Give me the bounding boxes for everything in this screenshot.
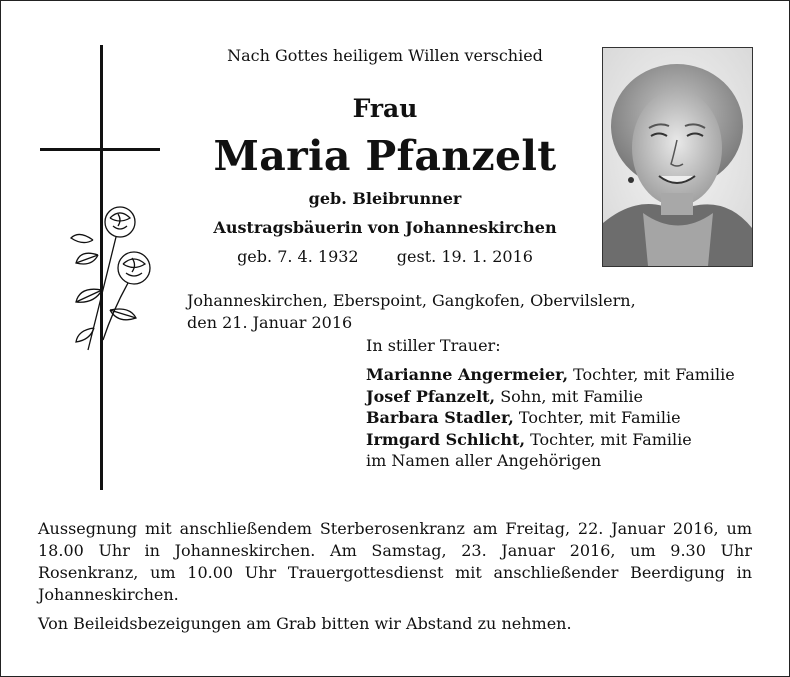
deceased-name: Maria Pfanzelt [213,132,557,180]
roses-icon [58,200,158,360]
mourner-item [366,407,735,429]
mourner-relation: Tochter, mit Familie [568,365,735,384]
mourner-name: Barbara Stadler, [366,408,514,427]
mourner-name: Marianne Angermeier, [366,365,569,384]
birth-date: geb. 7. 4. 1932 [237,247,359,266]
places-and-date [187,290,636,334]
salutation: Frau [352,94,418,123]
mourner-name: Irmgard Schlicht, [366,429,526,449]
all-relatives: im Namen aller Angehörigen [366,451,602,470]
funeral-info: Aussegnung mit anschließendem Sterberosenkranz am Freitag, 22. Januar 2016, um 18.00 Uhr in Johanneskirchen. Am Samstag, 23. Januar 2016, um 9.30 Uhr Rosenkranz, um 10.00 Uhr Trauergottesdienst mit anschließender Beerdigung in Johanneskirchen. [38,519,752,604]
notice-date: den 21. Januar 2016 [187,313,353,332]
mourner-relation: Tochter, mit Familie [525,429,692,449]
life-dates [190,247,580,266]
mourner-item [366,386,735,408]
closing-note: Von Beileidsbezeigungen am Grab bitten wir Abstand zu nehmen. [38,614,572,633]
mourner-relation: Sohn, mit Familie [495,386,643,406]
mourning-label: In stiller Trauer: [366,336,501,355]
death-date: gest. 19. 1. 2016 [396,247,533,266]
birth-name: geb. Bleibrunner [308,189,462,208]
portrait-photo [602,47,753,267]
mourner-name: Josef Pfanzelt, [366,386,496,406]
mourner-item [366,429,735,451]
places-line: Johanneskirchen, Eberspoint, Gangkofen, Obervilslern, [187,291,636,310]
mourner-item [366,364,735,386]
occupation: Austragsbäuerin von Johanneskirchen [213,218,557,237]
mourner-relation: Tochter, mit Familie [513,408,681,427]
intro-text: Nach Gottes heiligem Willen verschied [227,46,543,65]
mourners-list [366,364,735,472]
